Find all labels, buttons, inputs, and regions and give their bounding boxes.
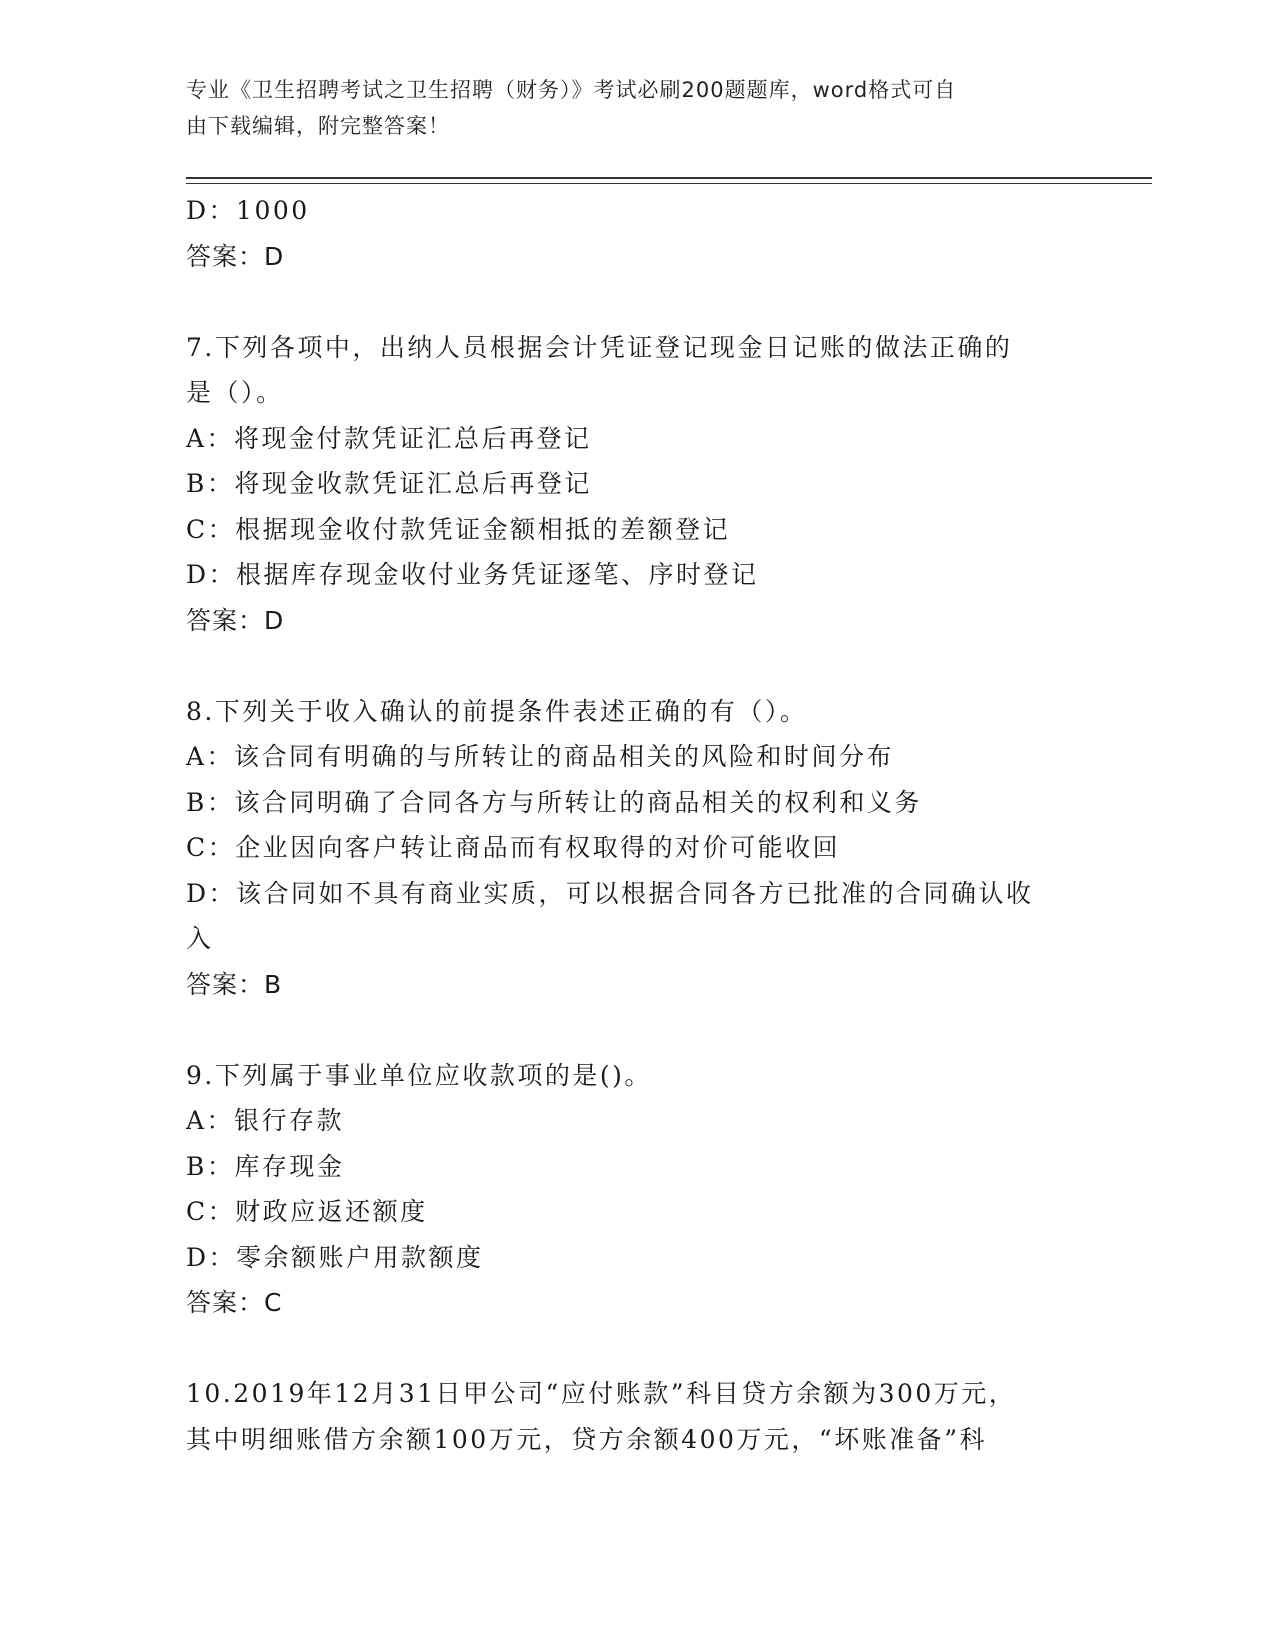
answer-option: D：该合同如不具有商业实质，可以根据合同各方已批准的合同确认收 bbox=[186, 878, 1034, 908]
answer-key: 答案：C bbox=[186, 1288, 283, 1317]
question-block bbox=[186, 325, 1066, 644]
answer-key: 答案：B bbox=[186, 969, 283, 999]
question-spacer bbox=[186, 1007, 1066, 1053]
question-spacer bbox=[186, 279, 1066, 325]
header-line-1: 专业《卫生招聘考试之卫生招聘（财务）》考试必刷200题题库，word格式可自 bbox=[186, 78, 957, 102]
prev-option-d: D：1000 bbox=[186, 196, 310, 225]
prev-answer: 答案：D bbox=[186, 241, 285, 271]
question-block bbox=[186, 689, 1066, 1008]
question-stem: 10.2019年12月31日甲公司“应付账款”科目贷方余额为300万元， bbox=[186, 1379, 1017, 1408]
answer-option: A：该合同有明确的与所转让的商品相关的风险和时间分布 bbox=[186, 742, 895, 771]
question-spacer bbox=[186, 643, 1066, 689]
question-list bbox=[186, 279, 1066, 1462]
answer-key: 答案：D bbox=[186, 605, 285, 635]
header-line-2: 由下载编辑，附完整答案！ bbox=[186, 114, 450, 138]
document-body bbox=[186, 188, 1066, 1462]
answer-option: 入 bbox=[186, 924, 214, 953]
answer-option: A：将现金付款凭证汇总后再登记 bbox=[186, 423, 592, 453]
question-stem: 是（）。 bbox=[186, 378, 284, 407]
answer-option: D：零余额账户用款额度 bbox=[186, 1242, 484, 1272]
answer-option: D：根据库存现金收付业务凭证逐笔、序时登记 bbox=[186, 560, 759, 589]
question-stem: 7.下列各项中，出纳人员根据会计凭证登记现金日记账的做法正确的 bbox=[186, 332, 1013, 362]
document-header bbox=[186, 72, 1066, 144]
question-spacer bbox=[186, 1326, 1066, 1372]
answer-option: A：银行存款 bbox=[186, 1106, 345, 1135]
question-block bbox=[186, 1053, 1066, 1326]
answer-option: B：该合同明确了合同各方与所转让的商品相关的权利和义务 bbox=[186, 787, 922, 817]
question-block bbox=[186, 1371, 1066, 1462]
question-stem: 其中明细账借方余额100万元，贷方余额400万元，“坏账准备”科 bbox=[186, 1424, 987, 1454]
header-divider-thick bbox=[186, 177, 1152, 179]
answer-option: C：财政应返还额度 bbox=[186, 1197, 428, 1226]
question-stem: 9.下列属于事业单位应收款项的是()。 bbox=[186, 1060, 652, 1090]
answer-option: C：企业因向客户转让商品而有权取得的对价可能收回 bbox=[186, 833, 841, 862]
header-divider-thin bbox=[186, 183, 1152, 184]
answer-option: B：将现金收款凭证汇总后再登记 bbox=[186, 469, 592, 498]
question-stem: 8.下列关于收入确认的前提条件表述正确的有（）。 bbox=[186, 696, 808, 726]
answer-option: C：根据现金收付款凭证金额相抵的差额登记 bbox=[186, 514, 731, 544]
answer-option: B：库存现金 bbox=[186, 1151, 345, 1181]
